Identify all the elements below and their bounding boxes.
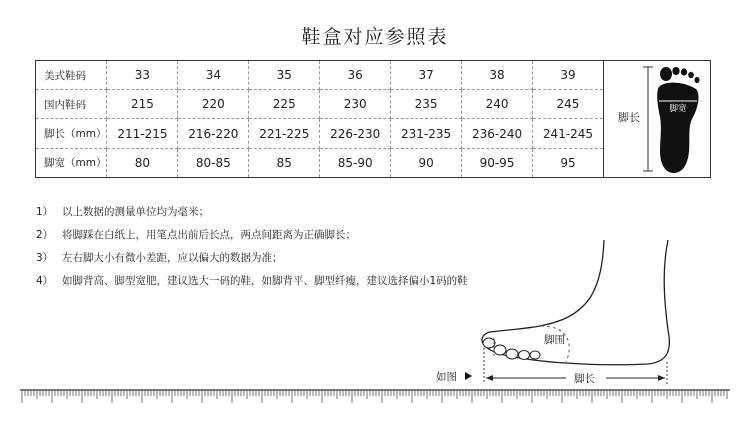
table-cell: 226-230 xyxy=(320,119,391,148)
row-label: 美式鞋码 xyxy=(36,61,107,90)
note-item: 1） 以上数据的测量单位均为毫米； xyxy=(36,206,209,218)
row-label: 脚长（mm） xyxy=(36,119,107,148)
table-cell: 215 xyxy=(107,90,178,119)
table-cell: 39 xyxy=(532,61,603,90)
table-row xyxy=(36,148,604,177)
table-cell: 216-220 xyxy=(178,119,249,148)
table-row xyxy=(36,90,604,119)
row-label: 国内鞋码 xyxy=(36,90,107,119)
foot-diagram xyxy=(604,61,710,177)
row-label: 脚宽（mm） xyxy=(36,148,107,177)
table-cell: 235 xyxy=(391,90,462,119)
table-row xyxy=(36,119,604,148)
table-cell: 240 xyxy=(462,90,533,119)
foot-length-label: 脚长 xyxy=(618,111,640,124)
table-cell: 85-90 xyxy=(320,148,391,177)
table-cell: 85 xyxy=(249,148,320,177)
footprint-icon xyxy=(604,61,710,177)
table-row xyxy=(36,61,604,90)
table-cell: 95 xyxy=(532,148,603,177)
example-label: 如图 xyxy=(436,371,457,383)
notes-list xyxy=(36,204,468,296)
foot-width-label: 脚宽 xyxy=(669,104,687,114)
table-cell: 241-245 xyxy=(532,119,603,148)
ruler xyxy=(20,390,730,403)
note-item: 3） 左右脚大小有微小差距，应以偏大的数据为准； xyxy=(36,252,283,264)
table-cell: 221-225 xyxy=(249,119,320,148)
table-cell: 80 xyxy=(107,148,178,177)
table-cell: 230 xyxy=(320,90,391,119)
note-item: 4） 如脚背高、脚型宽肥，建议选大一码的鞋，如脚背平、脚型纤瘦，建议选择偏小1码的鞋 xyxy=(36,275,468,287)
table-cell: 90-95 xyxy=(462,148,533,177)
table-cell: 90 xyxy=(391,148,462,177)
table-cell: 225 xyxy=(249,90,320,119)
girth-label: 脚围 xyxy=(544,334,565,346)
table-cell: 211-215 xyxy=(107,119,178,148)
size-chart xyxy=(35,60,711,178)
table-cell: 34 xyxy=(178,61,249,90)
table-cell: 245 xyxy=(532,90,603,119)
table-cell: 36 xyxy=(320,61,391,90)
table-cell: 80-85 xyxy=(178,148,249,177)
table-cell: 231-235 xyxy=(391,119,462,148)
size-table xyxy=(36,61,604,177)
length-label: 脚长 xyxy=(571,371,598,386)
table-cell: 38 xyxy=(462,61,533,90)
table-cell: 33 xyxy=(107,61,178,90)
note-item: 2） 将脚踩在白纸上，用笔点出前后长点，两点间距离为正确脚长； xyxy=(36,229,356,241)
table-cell: 220 xyxy=(178,90,249,119)
table-cell: 35 xyxy=(249,61,320,90)
table-cell: 236-240 xyxy=(462,119,533,148)
table-cell: 37 xyxy=(391,61,462,90)
page-title: 鞋盒对应参照表 xyxy=(301,26,449,48)
